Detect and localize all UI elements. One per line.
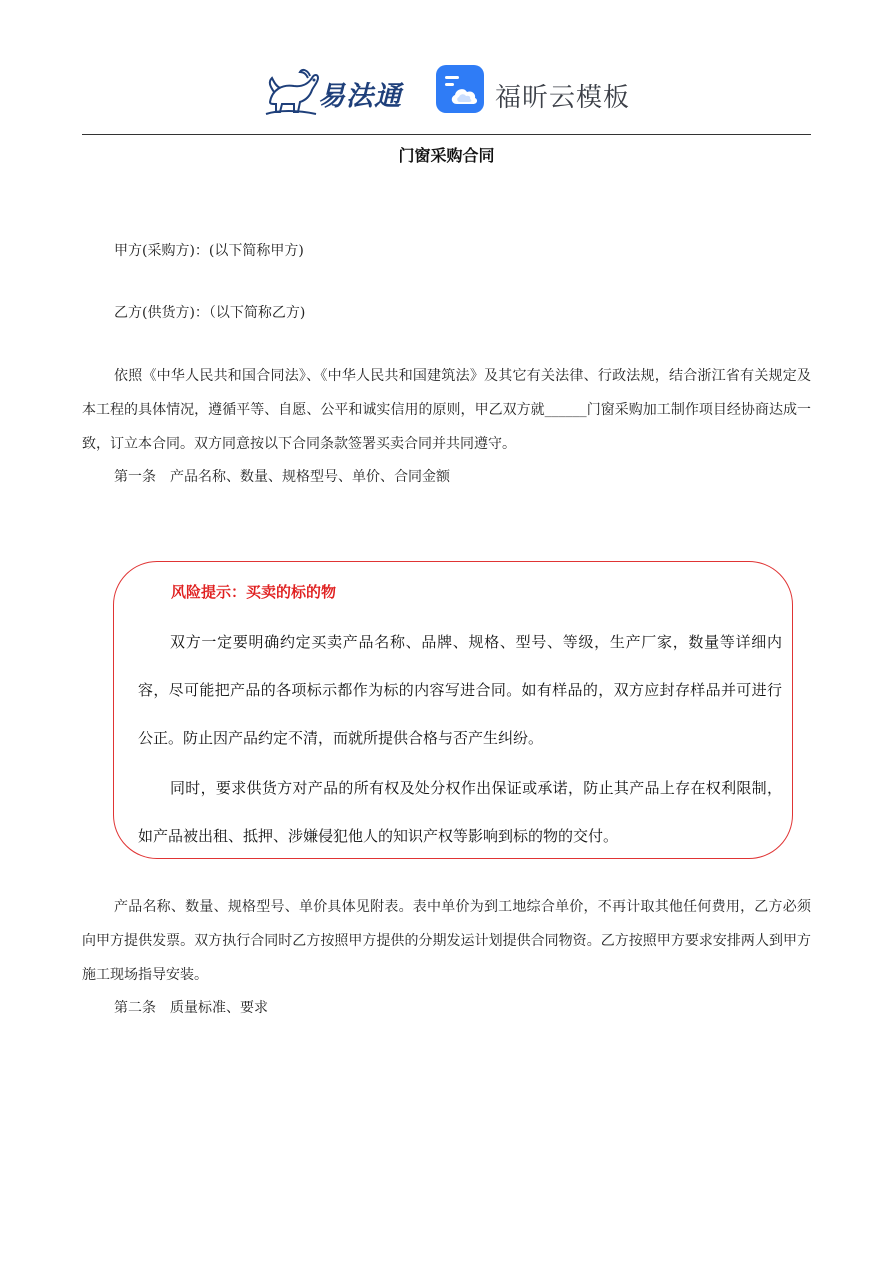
risk-notice-paragraph-2: 同时，要求供货方对产品的所有权及处分权作出保证或承诺，防止其产品上存在权利限制，如产品被出租、抵押、涉嫌侵犯他人的知识产权等影响到标的物的交付。 (138, 779, 782, 845)
article-1-heading: 第一条 产品名称、数量、规格型号、单价、合同金额 (114, 469, 450, 485)
header-divider (82, 134, 811, 135)
risk-notice-paragraph-1: 双方一定要明确约定买卖产品名称、品牌、规格、型号、等级，生产厂家，数量等详细内容，尽可能把产品的各项标示都作为标的内容写进合同。如有样品的，双方应封存样品并可进行公正。防止因产品约定不清，而就所提供合格与否产生纠纷。 (138, 633, 782, 747)
document-title: 门窗采购合同 (398, 146, 495, 165)
foxit-template-logo (435, 64, 645, 120)
risk-notice-box (113, 561, 793, 859)
article-2-heading: 第二条 质量标准、要求 (114, 1000, 268, 1016)
cloud-document-icon (435, 64, 485, 114)
party-a-line: 甲方(采购方)：(以下简称甲方) (114, 243, 304, 259)
qilin-mascot-icon (262, 62, 322, 118)
page-header (0, 58, 893, 128)
article-1-body: 产品名称、数量、规格型号、单价具体见附表。表中单价为到工地综合单价，不再计取其他任何费用，乙方必须向甲方提供发票。双方执行合同时乙方按照甲方提供的分期发运计划提供合同物资。乙方按照甲方要求安排两人到甲方施工现场指导安装。 (82, 899, 811, 983)
preamble-paragraph: 依照《中华人民共和国合同法》、《中华人民共和国建筑法》及其它有关法律、行政法规，结合浙江省有关规定及本工程的具体情况，遵循平等、自愿、公平和诚实信用的原则，甲乙双方就______门窗采购加工制作项目经协商达成一致，订立本合同。双方同意按以下合同条款签署买卖合同并共同遵守。 (82, 368, 811, 452)
party-b-line: 乙方(供货方)：（以下简称乙方) (114, 305, 306, 321)
brand-foxit-template: 福昕云模板 (495, 83, 631, 113)
yifatong-logo (262, 62, 412, 118)
brand-yifatong: 易法通 (318, 81, 402, 112)
risk-notice-title: 风险提示：买卖的标的物 (171, 583, 337, 601)
